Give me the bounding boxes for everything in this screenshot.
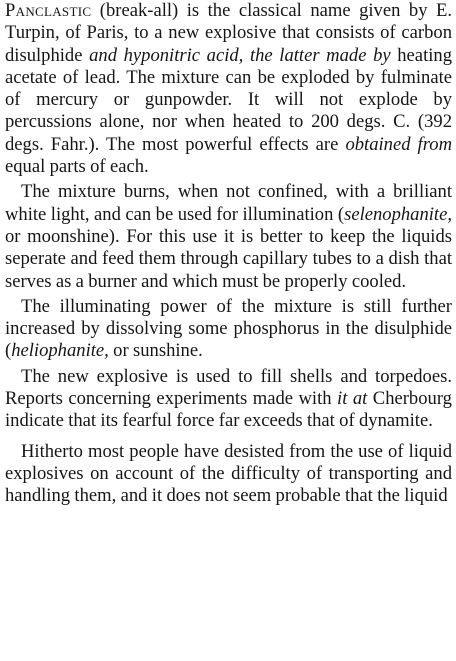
text-run: equal parts of each. [5, 156, 149, 178]
paragraph-shells-torpedoes [5, 366, 452, 433]
text-run: The illuminating power of the mixture is still further increased by dissolving some phosphorus in the disulphide ( [5, 295, 452, 362]
paragraph-panclastic-definition [5, 0, 452, 178]
text-run: (break-all) is the classical name given by E. Turpin, of Paris, to a new explosive that consists of carbon disulphide [5, 0, 452, 66]
text-run: heating acetate of lead. The mixture can be exploded by fulminate of mercury or gunpowder. It will not explode by percussions alone, nor when heated to 200 degs. C. (392 degs. Fahr.). The most powerful effects are [5, 44, 452, 155]
paragraph-phosphorus [5, 296, 452, 363]
text-run: The mixture burns, when not confined, with a brilliant white light, and can be used for illumination ( [5, 181, 452, 225]
italic-run: selenophanite, [344, 203, 452, 225]
paragraph-liquid-explosives [5, 441, 452, 508]
text-run: or moonshine). For this use it is better to keep the liquids seperate and feed them through capillary tubes to a dish that serves as a burner and which must be properly cooled. [5, 225, 452, 292]
italic-run: it at [337, 388, 368, 410]
text-run: Cherbourg indicate that its fearful force far exceeds that of dynamite. [5, 388, 452, 432]
text-run: The new explosive is used to fill shells and torpedoes. Reports concerning experiments made with [5, 365, 452, 410]
text-run: Hitherto most people have desisted from the use of liquid explosives on account of the difficulty of transporting and handling them, and it does not seem probable that the liquid [5, 440, 452, 507]
lead-term: Panclastic [5, 0, 92, 21]
italic-run: heliophanite, [11, 340, 109, 362]
paragraph-illumination [5, 181, 452, 292]
italic-run: and hyponitric acid, the latter made by [89, 44, 391, 66]
text-run: or sunshine. [108, 340, 203, 362]
italic-run: obtained from [345, 133, 452, 155]
